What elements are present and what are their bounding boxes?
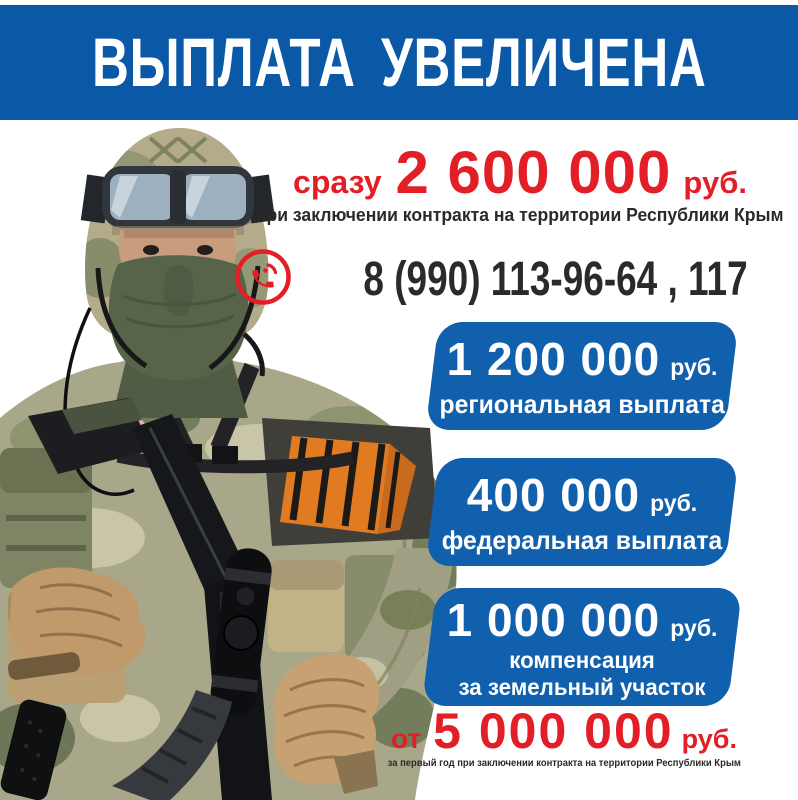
main-offer-line	[240, 138, 798, 207]
benefit-card-land	[422, 588, 742, 706]
benefit-label: федеральная выплата	[441, 525, 723, 555]
benefit-amount: 1 200 000	[446, 333, 661, 385]
total-currency: руб.	[681, 724, 737, 754]
benefit-currency: руб.	[650, 490, 698, 516]
benefit-card-federal	[425, 458, 738, 566]
offer-prefix: сразу	[293, 164, 382, 200]
total-condition	[374, 757, 754, 769]
phone-line	[240, 248, 798, 311]
total-amount: 5 000 000	[433, 703, 674, 759]
phone-number: 8 (990) 113-96-64 , 117	[363, 253, 749, 306]
benefit-amount: 1 000 000	[446, 594, 661, 647]
benefit-card-regional	[425, 322, 738, 430]
header-banner	[0, 5, 798, 120]
benefit-label: компенсация	[509, 647, 655, 674]
page-title: ВЫПЛАТА УВЕЛИЧЕНА	[91, 24, 707, 101]
benefit-currency: руб.	[670, 615, 718, 642]
benefit-amount: 400 000	[466, 469, 641, 521]
st-george-ribbon	[280, 436, 416, 534]
benefit-label-line2: за земельный участок	[458, 674, 706, 700]
balaclava	[109, 255, 248, 380]
phone-call-icon	[234, 248, 292, 311]
benefit-label: региональная выплата	[439, 389, 725, 419]
total-condition-text: за первый год при заключении контракта на территории Республики Крым	[387, 757, 741, 769]
total-line	[374, 702, 754, 760]
offer-currency: руб.	[683, 165, 747, 200]
offer-amount: 2 600 000	[395, 139, 672, 206]
offer-condition	[240, 204, 798, 226]
offer-condition-text: при заключении контракта на территории Республики Крым	[256, 204, 784, 225]
benefit-currency: руб.	[670, 354, 718, 380]
total-prefix: от	[391, 723, 422, 754]
